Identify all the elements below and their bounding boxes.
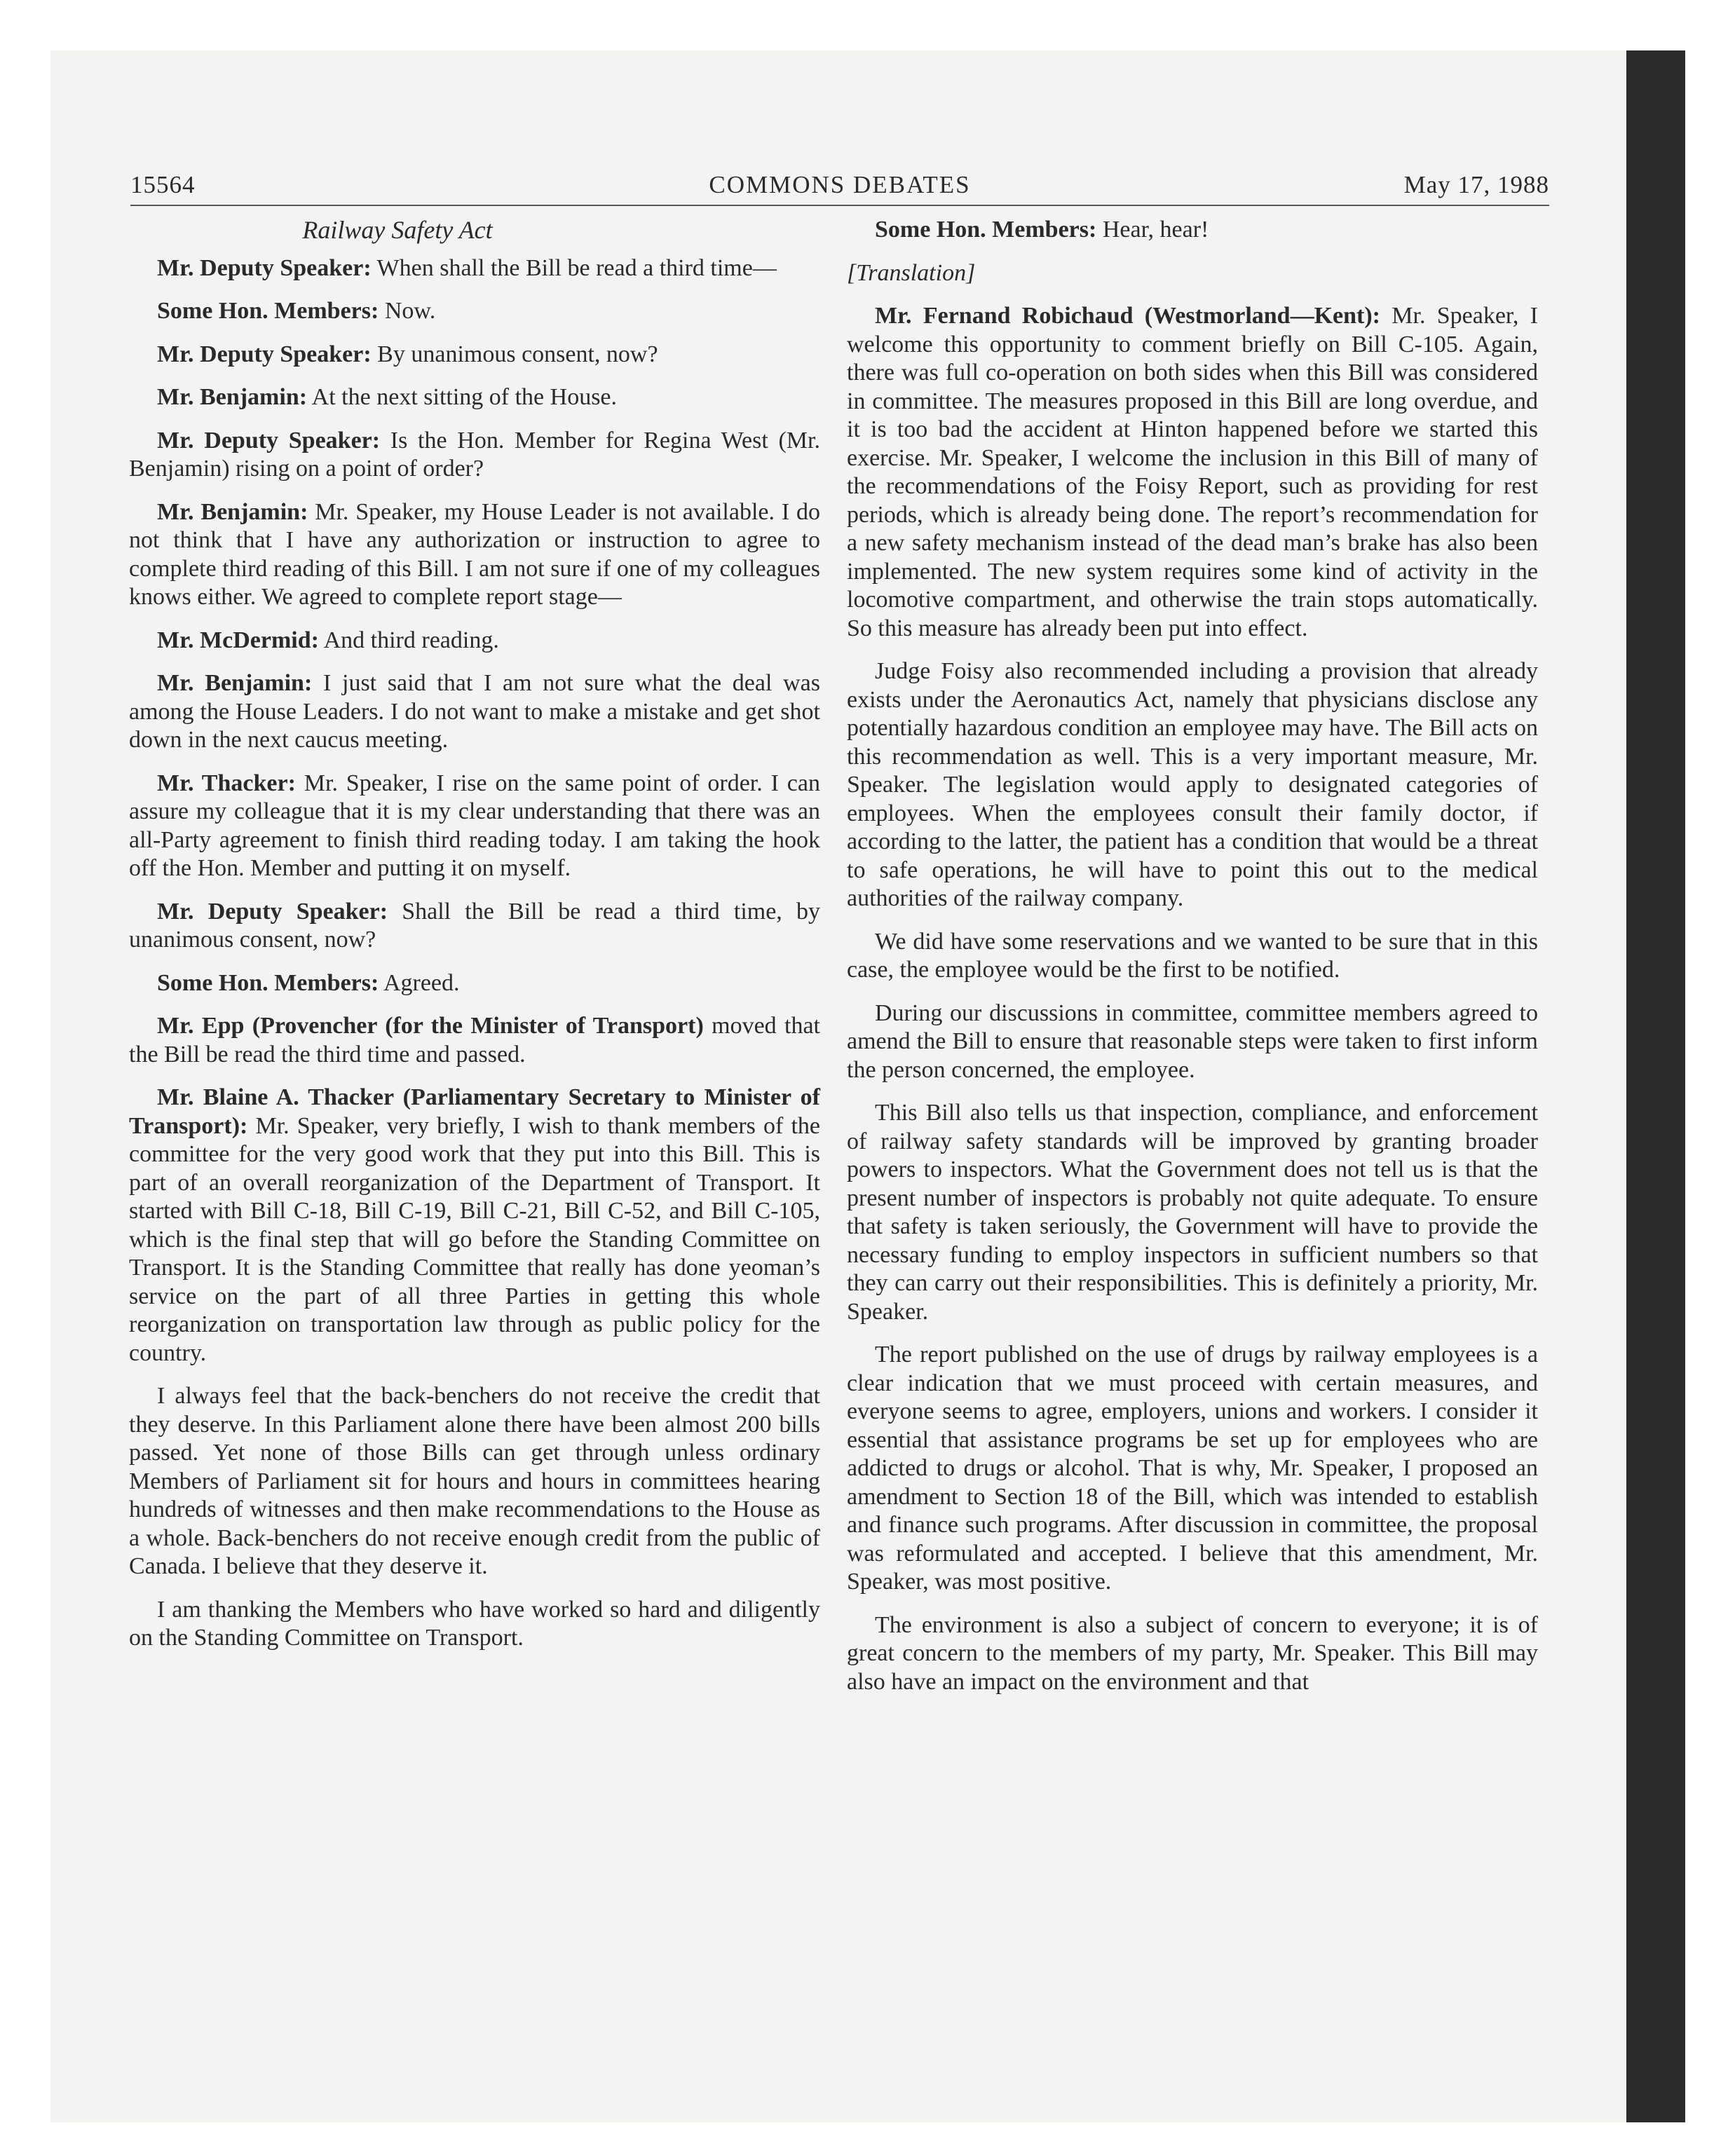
speech-text: Hear, hear! bbox=[1096, 217, 1209, 243]
speaker-name: Mr. Fernand Robichaud (Westmorland—Kent): bbox=[875, 303, 1380, 329]
speaker-name: Mr. Thacker: bbox=[157, 770, 296, 796]
speaker-name: Mr. Deputy Speaker: bbox=[157, 898, 388, 925]
publication-title: COMMONS DEBATES bbox=[709, 171, 971, 198]
speech-text: Mr. Speaker, I welcome this opportunity to comment briefly on Bill C-105. Again, there was full co-operation on both sides when this Bill was considered in committee. The measures proposed in this Bill are long overdue, and it is too bad the accident at Hinton happened before we started this exercise. Mr. Speaker, I welcome the inclusion in this Bill of many of the recommendations of the Foisy Report, such as providing for rest periods, which is already being done. The report’s recommendation for a new safety mechanism instead of the dead man’s brake has also been implemented. The new system requires some kind of activity in the locomotive compartment, and otherwise the train stops automatically. So this measure has already been put into effect. bbox=[847, 303, 1538, 641]
paragraph bbox=[847, 1611, 1538, 1697]
paragraph bbox=[847, 928, 1538, 985]
speaker-name: Some Hon. Members: bbox=[875, 217, 1097, 243]
paragraph bbox=[847, 1341, 1538, 1597]
speaker-name: Mr. Deputy Speaker: bbox=[157, 341, 372, 367]
speech-text: I am thanking the Members who have worked so hard and diligently on the Standing Committee on Transport. bbox=[129, 1596, 820, 1651]
paragraph bbox=[129, 627, 820, 655]
paragraph bbox=[129, 297, 820, 326]
paragraph bbox=[129, 1382, 820, 1581]
speaker-name: Some Hon. Members: bbox=[157, 969, 379, 996]
speech-text: I always feel that the back-benchers do not receive the credit that they deserve. In this Parliament alone there have been almost 200 bills passed. Yet none of those Bills can get through unless ordinary Members of Parliament sit for hours and hours in committees hearing hundreds of witnesses and then make recommendations to the House as a whole. Back-benchers do not receive enough credit from the public of Canada. I believe that they deserve it. bbox=[129, 1383, 820, 1579]
paragraph bbox=[129, 1084, 820, 1367]
paragraph bbox=[129, 341, 820, 369]
paragraph bbox=[129, 254, 820, 283]
speaker-name: Mr. Blaine A. Thacker (Parliamentary Secretary to Minister of Transport): bbox=[129, 1084, 820, 1139]
speech-text: And third reading. bbox=[318, 627, 499, 653]
paragraph bbox=[847, 999, 1538, 1085]
paragraph bbox=[847, 302, 1538, 643]
paragraph bbox=[129, 969, 820, 998]
speech-text: Mr. Speaker, my House Leader is not available. I do not think that I have any authorization or instruction to agree to complete third reading of this Bill. I am not sure if one of my colleagues knows either. We agreed to complete report stage— bbox=[129, 498, 820, 610]
speech-text: Agreed. bbox=[379, 969, 460, 996]
paragraph bbox=[129, 1596, 820, 1653]
speech-text: This Bill also tells us that inspection, compliance, and enforcement of railway safety standards will be improved by granting broader powers to inspectors. What the Government does not tell us is that the present number of inspectors is probably not quite adequate. To ensure that safety is taken seriously, the Government will have to provide the necessary funding to employ inspectors in sufficient numbers so that they can carry out their responsibilities. This is definitely a priority, Mr. Speaker. bbox=[847, 1100, 1538, 1325]
scan-dark-edge bbox=[1626, 50, 1685, 2122]
paragraph bbox=[129, 669, 820, 755]
speaker-name: Mr. Epp (Provencher (for the Minister of Transport) bbox=[157, 1013, 704, 1039]
translation-marker: [Translation] bbox=[847, 259, 976, 286]
speaker-name: Mr. Benjamin: bbox=[157, 384, 308, 410]
running-header bbox=[130, 171, 1549, 206]
page-date: May 17, 1988 bbox=[1403, 171, 1549, 198]
speech-text: We did have some reservations and we wanted to be sure that in this case, the employee would be the first to be notified. bbox=[847, 928, 1538, 983]
speech-text: During our discussions in committee, committee members agreed to amend the Bill to ensure that reasonable steps were taken to first inform the person concerned, the employee. bbox=[847, 999, 1538, 1083]
paragraph bbox=[847, 216, 1538, 245]
speech-text: moved that the Bill be read the third time and passed. bbox=[129, 1013, 820, 1067]
speech-text: Judge Foisy also recommended including a provision that already exists under the Aeronautics Act, namely that physicians disclose any potentially hazardous condition an employee may have. The Bill acts on this recommendation as well. This is a very important measure, Mr. Speaker. The legislation would apply to designated categories of employees. When the employees consult their family doctor, if according to the latter, the patient has a condition that would be a threat to safe operations, he will have to point this out to the medical authorities of the railway company. bbox=[847, 658, 1538, 911]
speech-text: By unanimous consent, now? bbox=[371, 341, 658, 367]
paragraph bbox=[129, 898, 820, 955]
speech-text: The report published on the use of drugs by railway employees is a clear indication that we must proceed with certain measures, and everyone seems to agree, employers, unions and workers. I consider it essential that assistance programs be set up for employees who are addicted to drugs or alcohol. That is why, Mr. Speaker, I proposed an amendment to Section 18 of the Bill, which was intended to establish and finance such programs. After discussion in committee, the proposal was reformulated and accepted. I believe that this amendment, Mr. Speaker, was most positive. bbox=[847, 1342, 1538, 1595]
speaker-name: Mr. Benjamin: bbox=[157, 498, 308, 525]
paragraph bbox=[129, 427, 820, 484]
paragraph bbox=[129, 498, 820, 612]
paragraph bbox=[847, 1099, 1538, 1326]
speaker-name: Some Hon. Members: bbox=[157, 298, 379, 324]
speech-text: Is the Hon. Member for Regina West (Mr. Benjamin) rising on a point of order? bbox=[129, 427, 820, 482]
paragraph bbox=[129, 383, 820, 412]
speech-text: At the next sitting of the House. bbox=[307, 384, 618, 410]
speech-text: Shall the Bill be read a third time, by unanimous consent, now? bbox=[129, 898, 820, 953]
speech-text: Mr. Speaker, very briefly, I wish to thank members of the committee for the very good work that they put into this Bill. This is part of an overall reorganization of the Department of Transport. It started with Bill C-18, Bill C-19, Bill C-21, Bill C-52, and Bill C-105, which is the final step that will go before the Standing Committee on Transport. It is the Standing Committee that really has done yeoman’s service on the part of all three Parties in getting this whole reorganization on transportation law through as public policy for the country. bbox=[129, 1112, 820, 1366]
speaker-name: Mr. Deputy Speaker: bbox=[157, 427, 381, 453]
left-column bbox=[129, 216, 820, 1667]
speech-text: Mr. Speaker, I rise on the same point of order. I can assure my colleague that it is my clear understanding that there was an all-Party agreement to finish third reading today. I am taking the hook off the Hon. Member and putting it on myself. bbox=[129, 770, 820, 881]
right-column bbox=[847, 216, 1538, 1711]
speech-text: I just said that I am not sure what the deal was among the House Leaders. I do not want to make a mistake and get shot down in the next caucus meeting. bbox=[129, 670, 820, 753]
speaker-name: Mr. McDermid: bbox=[157, 627, 319, 653]
speaker-name: Mr. Deputy Speaker: bbox=[157, 254, 372, 281]
paragraph bbox=[847, 657, 1538, 913]
page-number: 15564 bbox=[130, 171, 196, 198]
speech-text: When shall the Bill be read a third time— bbox=[371, 254, 777, 281]
speech-text: The environment is also a subject of concern to everyone; it is of great concern to the members of my party, Mr. Speaker. This Bill may also have an impact on the environment and that bbox=[847, 1611, 1538, 1695]
speaker-name: Mr. Benjamin: bbox=[157, 670, 313, 696]
paragraph bbox=[129, 770, 820, 883]
section-title: Railway Safety Act bbox=[302, 216, 493, 244]
paragraph bbox=[129, 1012, 820, 1069]
speech-text: Now. bbox=[379, 298, 436, 324]
